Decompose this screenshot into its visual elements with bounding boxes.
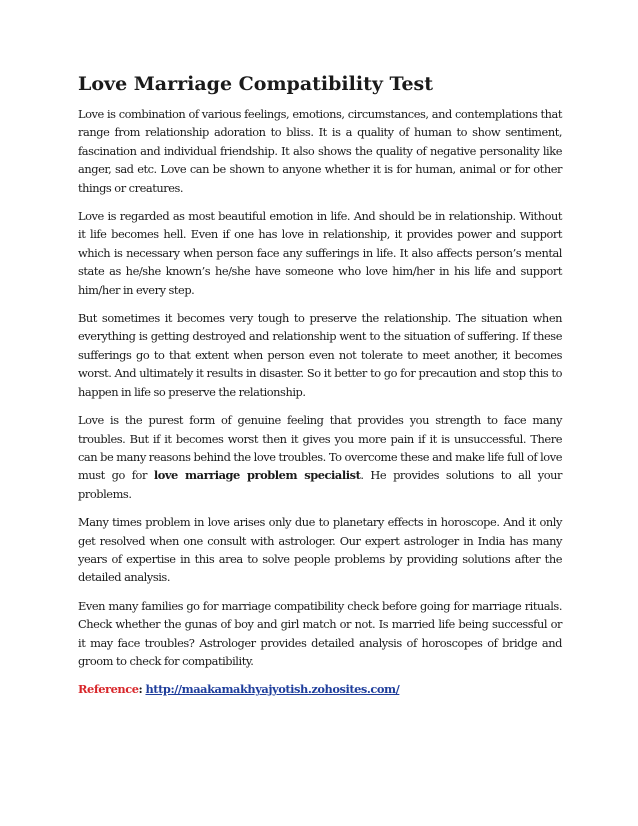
reference-line — [78, 680, 562, 698]
paragraph-6: Even many families go for marriage compatibility check before going for marriage rituals. Check whether the gunas of boy and girl match or not. Is married life being successful or it may face troubles? Astrologer provides detailed analysis of horoscopes of bridge and groom to check for compatibility. — [78, 598, 562, 668]
paragraph-2: Love is regarded as most beautiful emotion in life. And should be in relationship. Without it life becomes hell. Even if one has love in relationship, it provides power and support which is necessary when person face any sufferings in life. It also affects person’s mental state as he/she known’s he/she have someone who love him/her in his life and support him/her in every step. — [78, 209, 562, 297]
paragraph-4-text-before: Love is the purest form of genuine feeling that provides you strength to face many troubles. But if it becomes worst then it gives you more pain if it is unsuccessful. There can be many reasons behind the love troubles. To overcome these and make life full of love must go for — [78, 413, 562, 483]
document-title: Love Marriage Compatibility Test — [78, 73, 434, 95]
document-page — [78, 72, 562, 698]
reference-colon: : — [138, 682, 143, 697]
paragraph-5: Many times problem in love arises only due to planetary effects in horoscope. And it only get resolved when one consult with astrologer. Our expert astrologer in India has many years of expertise in this area to solve people problems by providing solutions after the detailed analysis. — [78, 515, 562, 585]
paragraph-1: Love is combination of various feelings, emotions, circumstances, and contemplations that range from relationship adoration to bliss. It is a quality of human to show sentiment, fascination and individual friendship. It also shows the quality of negative personality like anger, sad etc. Love can be shown to anyone whether it is for human, animal or for other things or creatures. — [78, 107, 562, 195]
reference-label: Reference — [78, 682, 139, 697]
reference-link[interactable]: http://maakamakhyajyotish.zohosites.com/ — [145, 682, 400, 697]
paragraph-4 — [78, 411, 562, 503]
paragraph-4-text-after: . He provides solutions to all your problems. — [78, 468, 562, 501]
keyword-love-marriage-problem-specialist: love marriage problem specialist — [153, 468, 361, 483]
paragraph-3: But sometimes it becomes very tough to preserve the relationship. The situation when everything is getting destroyed and relationship went to the situation of suffering. If these sufferings go to that extent when person even not tolerate to meet another, it becomes worst. And ultimately it results in disaster. So it better to go for precaution and stop this to happen in life so preserve the relationship. — [78, 311, 562, 399]
